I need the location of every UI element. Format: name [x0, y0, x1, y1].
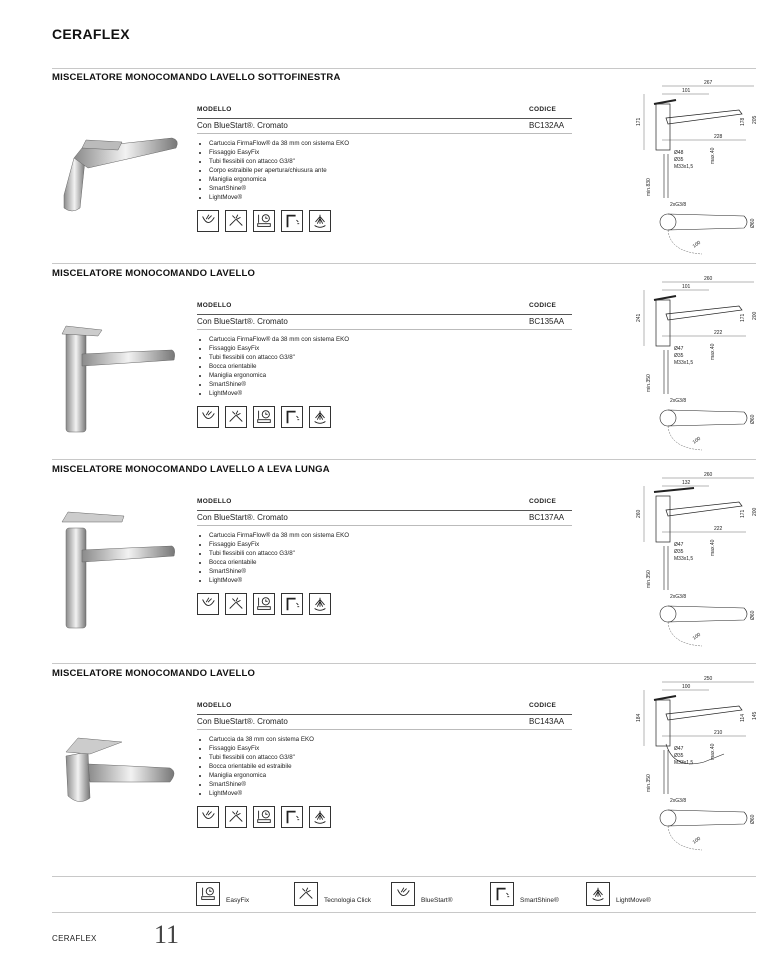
dim-thread: M33x1,5: [674, 760, 694, 766]
lightmove-icon: [309, 406, 331, 428]
dim-total-height: 200: [752, 311, 758, 320]
feature-item: • LightMove®: [209, 193, 572, 202]
feature-list: [197, 139, 572, 202]
dim-reach: 222: [714, 330, 723, 336]
dim-rotation-radius: 100: [691, 239, 702, 250]
dim-spout-diameter: Ø60: [750, 218, 756, 228]
feature-list: [197, 531, 572, 585]
legend-label: SmartShine®: [520, 897, 559, 904]
feature-icons: [197, 406, 331, 428]
lightmove-icon: [309, 593, 331, 615]
legend-item-bluestart: [391, 882, 453, 906]
smartshine-icon: [281, 406, 303, 428]
code-header: CODICE: [529, 106, 557, 113]
faucet-image: [52, 686, 192, 836]
model-header: MODELLO: [197, 702, 232, 709]
dim-connection: 2xG3/8: [670, 798, 687, 804]
dim-spout-height: 114: [740, 714, 746, 722]
table-row: [197, 315, 572, 329]
feature-item: • SmartShine®: [209, 780, 572, 789]
faucet-image: [52, 90, 192, 240]
model-name: Con BlueStart®. Cromato: [197, 513, 288, 522]
model-header: MODELLO: [197, 302, 232, 309]
icon-legend: [196, 882, 756, 912]
model-name: Con BlueStart®. Cromato: [197, 121, 288, 130]
brand-title: CERAFLEX: [52, 26, 130, 42]
dim-max-thickness: max.40: [710, 147, 716, 164]
feature-item: • Fissaggio EasyFix: [209, 744, 572, 753]
feature-item: • SmartShine®: [209, 184, 572, 193]
feature-item: • Tubi flessibili con attacco G3/8": [209, 753, 572, 762]
dim-width: 260: [704, 276, 713, 282]
feature-icons: [197, 210, 331, 232]
dim-lever: 100: [682, 684, 691, 690]
dim-reach: 210: [714, 730, 723, 736]
dim-spout-diameter: Ø60: [750, 414, 756, 424]
dim-min-length: min.830: [646, 178, 652, 196]
dim-height: 171: [636, 117, 642, 126]
feature-item: • Cartuccia FirmaFlow® da 38 mm con sistema EKO: [209, 531, 572, 540]
dim-lever: 101: [682, 88, 691, 94]
legend-item-click: [294, 882, 371, 906]
dim-spout-diameter: Ø60: [750, 814, 756, 824]
dim-base-diameter: Ø47: [674, 542, 684, 548]
dim-total-height: 145: [752, 711, 758, 720]
section-divider: [52, 459, 756, 460]
section-divider: [52, 912, 756, 913]
section-title: MISCELATORE MONOCOMANDO LAVELLO A LEVA LUNGA: [52, 464, 330, 475]
table-header: [197, 498, 572, 510]
dim-hole-diameter: Ø35: [674, 353, 684, 359]
feature-item: • Tubi flessibili con attacco G3/8": [209, 549, 572, 558]
dim-width: 250: [704, 676, 713, 682]
feature-icons: [197, 806, 331, 828]
product-code: BC137AA: [529, 513, 565, 522]
model-name: Con BlueStart®. Cromato: [197, 317, 288, 326]
dim-thread: M33x1,5: [674, 164, 694, 170]
feature-list: [197, 335, 572, 398]
technical-drawing: [614, 470, 764, 650]
dim-rotation-radius: 100: [691, 435, 702, 446]
feature-item: • Corpo estraibile per apertura/chiusura ante: [209, 166, 572, 175]
dim-height: 260: [636, 509, 642, 518]
dim-total-height: 205: [752, 115, 758, 124]
dim-spout-height: 171: [740, 509, 746, 518]
lightmove-icon: [309, 210, 331, 232]
easyfix-icon: [196, 882, 220, 906]
table-header: [197, 106, 572, 118]
dim-max-thickness: max.40: [710, 743, 716, 760]
legend-label: EasyFix: [226, 897, 250, 904]
table-header: [197, 302, 572, 314]
legend-label: Tecnologia Click: [324, 897, 371, 904]
model-name: Con BlueStart®. Cromato: [197, 717, 288, 726]
feature-item: • Cartuccia FirmaFlow® da 38 mm con sistema EKO: [209, 335, 572, 344]
product-table: [197, 498, 572, 585]
faucet-image: [52, 482, 192, 632]
click-technology-icon: [225, 806, 247, 828]
dim-hole-diameter: Ø35: [674, 549, 684, 555]
bluestart-icon: [197, 593, 219, 615]
dim-rotation-radius: 100: [691, 835, 702, 846]
technical-drawing: [614, 674, 764, 854]
feature-item: • LightMove®: [209, 576, 572, 585]
bluestart-icon: [197, 406, 219, 428]
dim-min-length: min.350: [646, 570, 652, 588]
section-divider: [52, 876, 756, 877]
feature-item: • Bocca orientabile: [209, 558, 572, 567]
easyfix-icon: [253, 806, 275, 828]
dim-connection: 2xG3/8: [670, 594, 687, 600]
smartshine-icon: [281, 210, 303, 232]
section-title: MISCELATORE MONOCOMANDO LAVELLO: [52, 668, 256, 679]
technical-drawing: [614, 78, 764, 258]
section-divider: [52, 68, 756, 69]
table-row: [197, 715, 572, 729]
dim-lever: 101: [682, 284, 691, 290]
dim-reach: 222: [714, 526, 723, 532]
click-technology-icon: [225, 210, 247, 232]
bluestart-icon: [197, 806, 219, 828]
feature-item: • LightMove®: [209, 389, 572, 398]
dim-height: 241: [636, 313, 642, 322]
code-header: CODICE: [529, 702, 557, 709]
dim-spout-diameter: Ø60: [750, 610, 756, 620]
legend-label: BlueStart®: [421, 897, 453, 904]
page-number: 11: [154, 920, 180, 949]
dim-rotation-radius: 100: [691, 631, 702, 642]
product-table: [197, 702, 572, 798]
legend-label: LightMove®: [616, 897, 651, 904]
easyfix-icon: [253, 406, 275, 428]
feature-item: • Fissaggio EasyFix: [209, 540, 572, 549]
feature-icons: [197, 593, 331, 615]
dim-connection: 2xG3/8: [670, 202, 687, 208]
dim-base-diameter: Ø47: [674, 746, 684, 752]
code-header: CODICE: [529, 302, 557, 309]
legend-item-smartshine: [490, 882, 559, 906]
section-divider: [52, 663, 756, 664]
dim-height: 184: [636, 713, 642, 722]
code-header: CODICE: [529, 498, 557, 505]
dim-base-diameter: Ø47: [674, 346, 684, 352]
feature-item: • Bocca orientabile: [209, 362, 572, 371]
table-row: [197, 119, 572, 133]
dim-spout-height: 178: [740, 117, 746, 126]
smartshine-icon: [281, 593, 303, 615]
smartshine-icon: [490, 882, 514, 906]
dim-spout-height: 171: [740, 313, 746, 322]
legend-item-lightmove: [586, 882, 651, 906]
dim-thread: M33x1,5: [674, 360, 694, 366]
table-header: [197, 702, 572, 714]
easyfix-icon: [253, 210, 275, 232]
dim-reach: 228: [714, 134, 723, 140]
lightmove-icon: [309, 806, 331, 828]
feature-item: • SmartShine®: [209, 380, 572, 389]
dim-thread: M33x1,5: [674, 556, 694, 562]
bluestart-icon: [391, 882, 415, 906]
model-header: MODELLO: [197, 106, 232, 113]
click-technology-icon: [225, 406, 247, 428]
smartshine-icon: [281, 806, 303, 828]
product-code: BC132AA: [529, 121, 565, 130]
section-divider: [52, 263, 756, 264]
feature-list: [197, 735, 572, 798]
section-title: MISCELATORE MONOCOMANDO LAVELLO SOTTOFINESTRA: [52, 72, 341, 83]
dim-hole-diameter: Ø35: [674, 157, 684, 163]
lightmove-icon: [586, 882, 610, 906]
product-table: [197, 106, 572, 202]
dim-total-height: 200: [752, 507, 758, 516]
dim-min-length: min.350: [646, 374, 652, 392]
feature-item: • Tubi flessibili con attacco G3/8": [209, 353, 572, 362]
dim-min-length: min.350: [646, 774, 652, 792]
dim-connection: 2xG3/8: [670, 398, 687, 404]
product-table: [197, 302, 572, 398]
dim-max-thickness: max.40: [710, 539, 716, 556]
faucet-image: [52, 286, 192, 436]
section-title: MISCELATORE MONOCOMANDO LAVELLO: [52, 268, 256, 279]
footer-brand: CERAFLEX: [52, 934, 97, 943]
model-header: MODELLO: [197, 498, 232, 505]
dim-width: 260: [704, 472, 713, 478]
dim-hole-diameter: Ø35: [674, 753, 684, 759]
dim-width: 267: [704, 80, 713, 86]
feature-item: • Fissaggio EasyFix: [209, 344, 572, 353]
feature-item: • Maniglia ergonomica: [209, 771, 572, 780]
legend-item-easyfix: [196, 882, 249, 906]
click-technology-icon: [225, 593, 247, 615]
feature-item: • Fissaggio EasyFix: [209, 148, 572, 157]
bluestart-icon: [197, 210, 219, 232]
feature-item: • Tubi flessibili con attacco G3/8": [209, 157, 572, 166]
easyfix-icon: [253, 593, 275, 615]
feature-item: • SmartShine®: [209, 567, 572, 576]
product-code: BC135AA: [529, 317, 565, 326]
product-code: BC143AA: [529, 717, 565, 726]
feature-item: • Cartuccia da 38 mm con sistema EKO: [209, 735, 572, 744]
feature-item: • Bocca orientabile ed estraibile: [209, 762, 572, 771]
dim-lever: 132: [682, 480, 691, 486]
feature-item: • Maniglia ergonomica: [209, 175, 572, 184]
feature-item: • Maniglia ergonomica: [209, 371, 572, 380]
dim-max-thickness: max.40: [710, 343, 716, 360]
table-row: [197, 511, 572, 525]
technical-drawing: [614, 274, 764, 454]
feature-item: • Cartuccia FirmaFlow® da 38 mm con sistema EKO: [209, 139, 572, 148]
feature-item: • LightMove®: [209, 789, 572, 798]
click-technology-icon: [294, 882, 318, 906]
dim-base-diameter: Ø48: [674, 150, 684, 156]
